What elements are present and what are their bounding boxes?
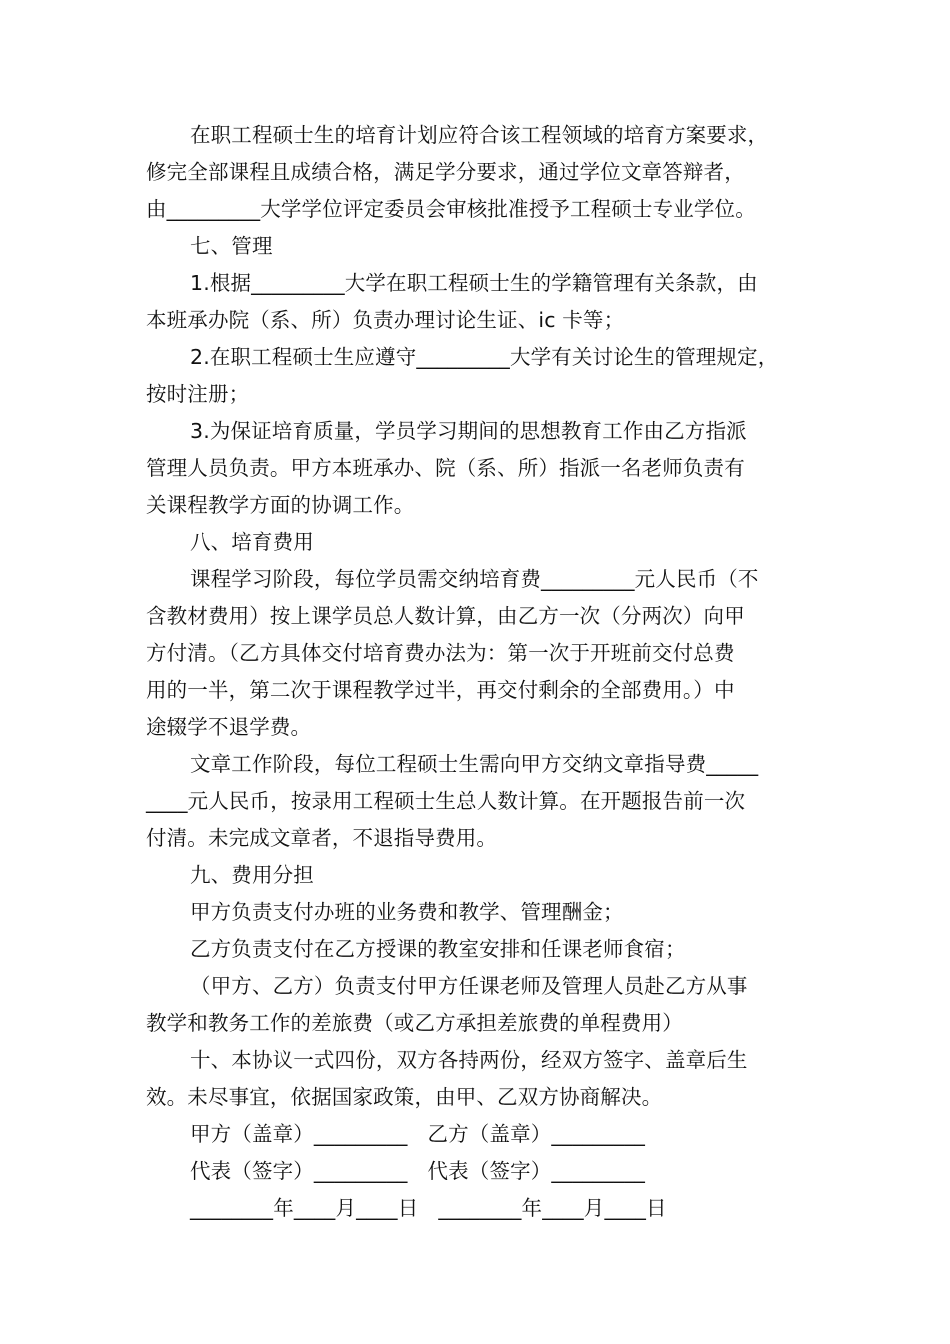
section-heading: 七、管理 [190,234,273,258]
paragraph-line: （甲方、乙方）负责支付甲方任课老师及管理人员赴乙方从事 [190,974,748,998]
signature-line-date: ________年____月____日 ________年____月____日 [190,1196,667,1220]
paragraph-line: 本班承办院（系、所）负责办理讨论生证、ic 卡等； [146,308,625,332]
paragraph-line: 修完全部课程且成绩合格，满足学分要求，通过学位文章答辩者， [146,160,745,184]
paragraph-line: 途辍学不退学费。 [146,715,312,739]
paragraph-line: 方付清。（乙方具体交付培育费办法为：第一次于开班前交付总费 [146,641,735,665]
paragraph-line: 文章工作阶段，每位工程硕士生需向甲方交纳文章指导费_____ [190,752,759,776]
paragraph-line: 十、本协议一式四份，双方各持两份，经双方签字、盖章后生 [190,1048,748,1072]
paragraph-line: 乙方负责支付在乙方授课的教室安排和任课老师食宿； [190,937,686,961]
paragraph-line: 付清。未完成文章者，不退指导费用。 [146,826,498,850]
paragraph-line: 按时注册； [146,382,250,406]
paragraph-line: 在职工程硕士生的培育计划应符合该工程领域的培育方案要求， [190,123,769,147]
section-heading: 八、培育费用 [190,530,314,554]
paragraph-line: ____元人民币，按录用工程硕士生总人数计算。在开题报告前一次 [146,789,746,813]
paragraph-line: 用的一半，第二次于课程教学过半，再交付剩余的全部费用。）中 [146,678,735,702]
paragraph-line: 2.在职工程硕士生应遵守_________大学有关讨论生的管理规定， [190,345,779,369]
paragraph-line: 由_________大学学位评定委员会审核批准授予工程硕士专业学位。 [146,197,756,221]
paragraph-line: 含教材费用）按上课学员总人数计算，由乙方一次（分两次）向甲 [146,604,745,628]
paragraph-line: 管理人员负责。甲方本班承办、院（系、所）指派一名老师负责有 [146,456,745,480]
paragraph-line: 3.为保证培育质量，学员学习期间的思想教育工作由乙方指派 [190,419,747,443]
paragraph-line: 1.根据_________大学在职工程硕士生的学籍管理有关条款，由 [190,271,758,295]
paragraph-line: 关课程教学方面的协调工作。 [146,493,415,517]
section-heading: 九、费用分担 [190,863,314,887]
paragraph-line: 教学和教务工作的差旅费（或乙方承担差旅费的单程费用） [146,1011,683,1035]
paragraph-line: 甲方负责支付办班的业务费和教学、管理酬金； [190,900,624,924]
paragraph-line: 效。未尽事宜，依据国家政策，由甲、乙双方协商解决。 [146,1085,663,1109]
paragraph-line: 课程学习阶段，每位学员需交纳培育费_________元人民币（不 [190,567,759,591]
signature-line-representative: 代表（签字）_________ 代表（签字）_________ [190,1159,645,1183]
signature-line-seal: 甲方（盖章）_________ 乙方（盖章）_________ [190,1122,645,1146]
